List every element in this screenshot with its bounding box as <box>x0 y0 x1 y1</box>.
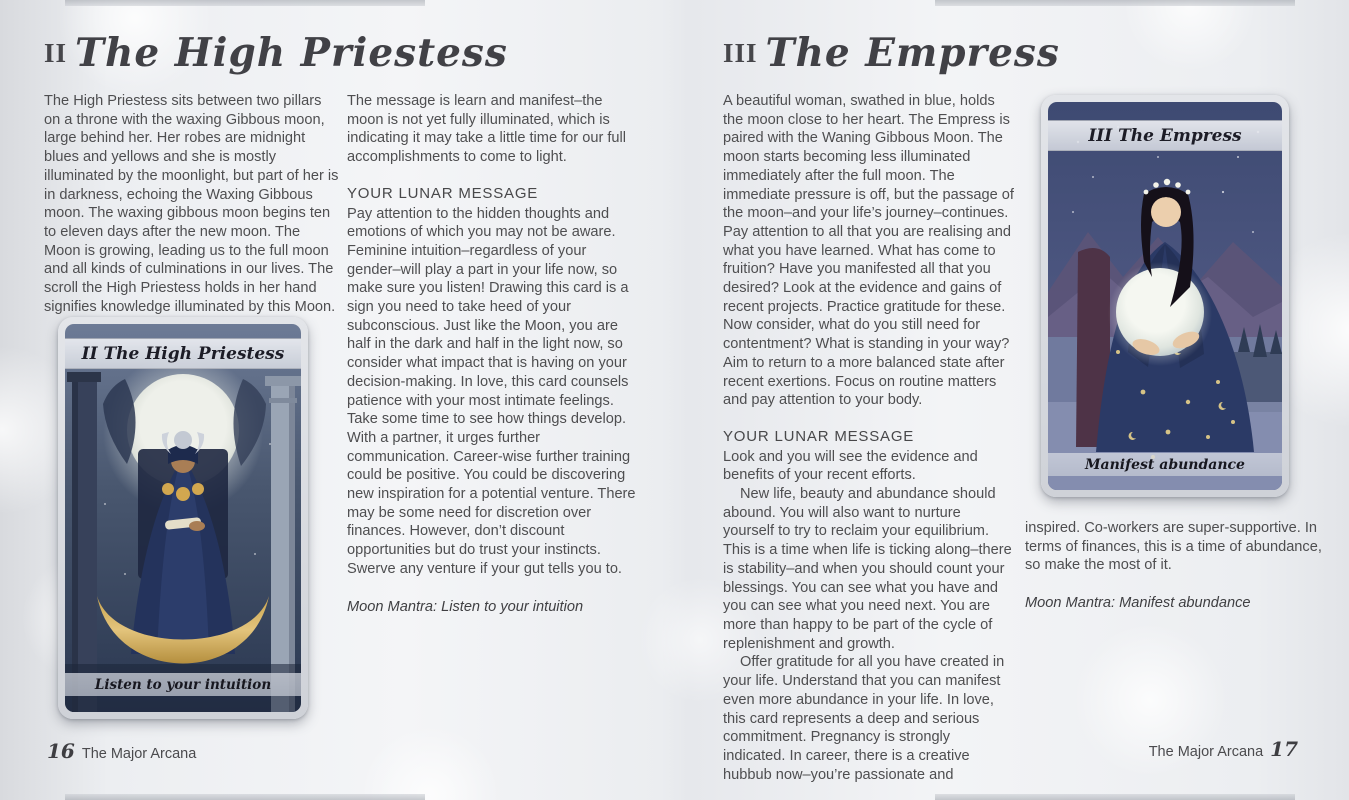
chapter-title: The High Priestess <box>75 30 508 76</box>
moon-mantra-text: Listen to your intuition <box>441 598 584 615</box>
card-caption-banner: Listen to your intuition <box>65 673 301 696</box>
card-title-banner: III The Empress <box>1048 120 1282 151</box>
page-number: 16 <box>47 739 75 763</box>
footer-left <box>40 739 196 763</box>
moon-mantra-label: Moon Mantra: <box>347 598 438 615</box>
high-priestess-card <box>58 317 308 719</box>
lunar-message-p3: Offer gratitude for all you have created in your life. Understand that you can manifest even more abundance in your life. In love, this card represents a deep and serious commitment. Pregnancy is strongly indicated. In career, there is a creative hubbub now–you’re passionate and <box>723 654 1005 783</box>
lunar-message-heading: YOUR LUNAR MESSAGE <box>723 427 915 445</box>
photo-edge-top-left <box>65 0 425 6</box>
right-column-main <box>723 92 1015 784</box>
lunar-message-p1: Look and you will see the evidence and benefits of your recent efforts. <box>723 448 978 484</box>
empress-card <box>1041 95 1289 497</box>
left-pillar <box>67 372 101 712</box>
card-caption-banner: Manifest abundance <box>1048 453 1282 476</box>
footer-right <box>1149 737 1305 761</box>
message-intro-paragraph: The message is learn and manifest–the moon is not yet fully illuminated, which is indicating it may take a little time for our full accomplishments to come to light. <box>347 93 627 166</box>
moon-mantra <box>347 598 639 617</box>
intro-paragraph: A beautiful woman, swathed in blue, holds the moon close to her heart. The Empress is paired with the Waning Gibbous Moon. The moon starts becoming less illuminated immediately after the full moon. The immediate pressure is off, but the passage of the moon–and your life’s journey–continues. Pay attention to all that you are realising and what you have learned. What has come to fruition? Have you manifested all that you desired? Look at the evidence and gains of recent projects. Practice gratitude for these. Now consider, what do you still need for contentment? What is standing in your way? Aim to return to a more balanced state after recent exertions. Focus on routine matters and pay attention to your body. <box>723 93 1014 409</box>
continuation-paragraph: inspired. Co-workers are super-supportive. In terms of finances, this is a time of abundance, so make the most of it. <box>1025 520 1322 574</box>
chapter-numeral: II <box>44 38 68 68</box>
empress-illustration <box>1048 102 1282 490</box>
footer-label: The Major Arcana <box>81 746 197 762</box>
photo-edge-bottom-right <box>935 794 1295 800</box>
lunar-message-body: Pay attention to the hidden thoughts and emotions of which you may not be aware. Feminine intuition–regardless of your gender–will play a part in your life now, so make sure you listen! Drawing this card is a sign you need to take heed of your subconscious. Just like the Moon, you are half in the dark and half in the light now, so consider what impact that is having on your decision-making. In love, this card counsels patience with your most intimate feelings. Take some time to see how things develop. With a partner, it urges further communication. Career-wise further training could be positive. You could be discovering new inspiration for a potential venture. There may be some need for discretion over finances. However, don’t discount opportunities but do trust your instincts. Swerve any venture if your gut tells you to. <box>347 205 636 577</box>
chapter-title: The Empress <box>765 30 1060 76</box>
photo-edge-top-right <box>935 0 1295 6</box>
moon-mantra <box>1025 594 1325 613</box>
page-title-high-priestess <box>44 30 508 76</box>
page-title-empress <box>723 30 1060 76</box>
card-title-banner: II The High Priestess <box>65 338 301 369</box>
photo-edge-bottom-left <box>65 794 425 800</box>
moon-mantra-text: Manifest abundance <box>1119 595 1251 612</box>
lunar-message-p2: New life, beauty and abundance should abound. You will also want to nurture yourself to try to reclaim your equilibrium. This is a time when life is ticking along–there is stability–and when you should count your blessings. You can see what you have and you can see what you need next. You are more than happy to be part of the cycle of replenishment and growth. <box>723 486 1012 652</box>
footer-label: The Major Arcana <box>1148 744 1264 760</box>
right-column-continuation <box>1025 519 1325 613</box>
page-number: 17 <box>1270 737 1298 761</box>
lunar-message-heading: YOUR LUNAR MESSAGE <box>347 184 539 202</box>
face <box>1151 197 1181 227</box>
moon-mantra-label: Moon Mantra: <box>1025 595 1116 612</box>
left-column-message <box>347 92 639 616</box>
high-priestess-illustration <box>65 324 301 712</box>
intro-paragraph: The High Priestess sits between two pillars on a throne with the waxing Gibbous moon, large behind her. Her robes are midnight blues and yellows and she is mostly illuminated by the moonlight, but part of her is in darkness, echoing the Waxing Gibbous moon. The waxing gibbous moon begins ten to eleven days after the new moon. The Moon is growing, leading us to the full moon and all kinds of culminations in our lives. The scroll the High Priestess holds in her hand signifies knowledge illuminated by this Moon. <box>44 93 339 315</box>
empress-artwork <box>1048 102 1282 490</box>
high-priestess-artwork <box>65 324 301 712</box>
left-column-intro <box>44 92 339 316</box>
chapter-numeral: III <box>723 38 758 68</box>
